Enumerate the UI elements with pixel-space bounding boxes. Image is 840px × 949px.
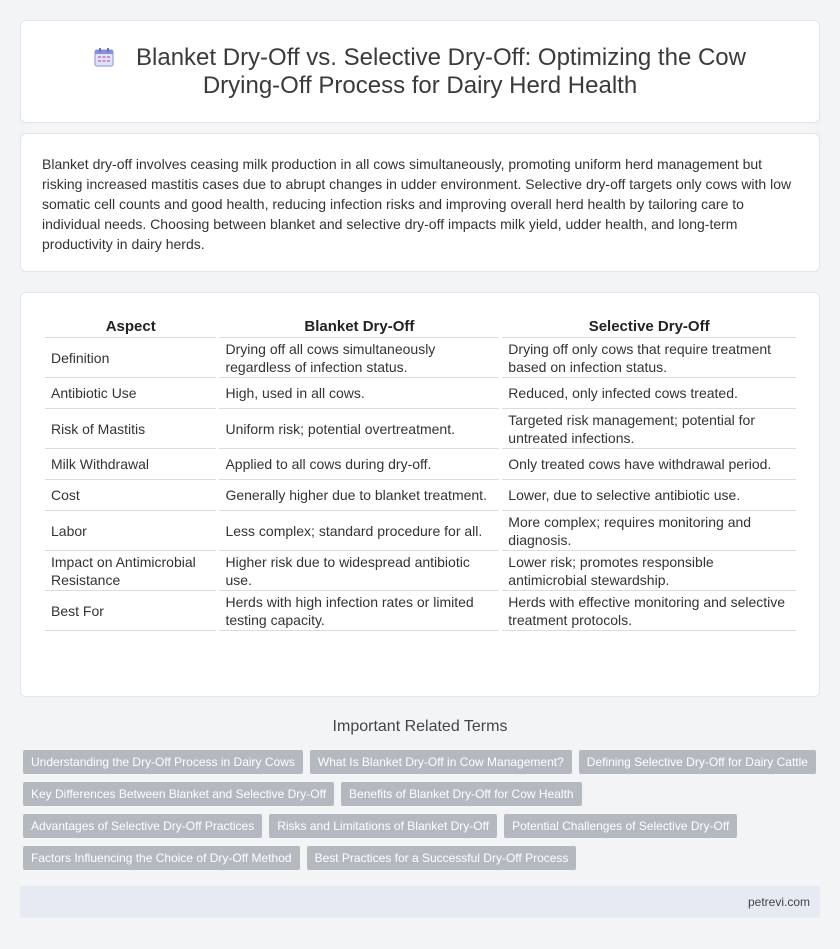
tag-row [23,750,823,774]
tag-row [23,782,823,806]
table-cell: Herds with high infection rates or limited testing capacity. [219,591,499,631]
column-header-aspect: Aspect [45,316,216,338]
related-term-tag[interactable]: Best Practices for a Successful Dry-Off Process [307,846,577,870]
related-term-tag[interactable]: Defining Selective Dry-Off for Dairy Cattle [579,750,816,774]
table-cell: High, used in all cows. [219,378,499,409]
title-card [20,20,820,123]
table-cell: Targeted risk management; potential for untreated infections. [502,409,796,449]
table-row [45,378,796,409]
table-cell: More complex; requires monitoring and diagnosis. [502,511,796,551]
table-cell: Cost [45,480,216,511]
column-header-blanket: Blanket Dry-Off [219,316,499,338]
table-row [45,449,796,480]
tag-row [23,846,823,870]
table-cell: Drying off only cows that require treatment based on infection status. [502,338,796,378]
related-terms-tags [23,750,823,878]
tag-row [23,814,823,838]
table-cell: Lower risk; promotes responsible antimicrobial stewardship. [502,551,796,591]
related-term-tag[interactable]: Risks and Limitations of Blanket Dry-Off [269,814,497,838]
table-cell: Higher risk due to widespread antibiotic use. [219,551,499,591]
comparison-table [42,316,799,631]
table-cell: Labor [45,511,216,551]
table-cell: Generally higher due to blanket treatment. [219,480,499,511]
table-row [45,409,796,449]
table-cell: Impact on Antimicrobial Resistance [45,551,216,591]
comparison-table-card [20,292,820,697]
table-cell: Uniform risk; potential overtreatment. [219,409,499,449]
intro-paragraph: Blanket dry-off involves ceasing milk production in all cows simultaneously, promoting uniform herd management but risking increased mastitis cases due to abrupt changes in udder environment. Selective dry-off targets only cows with low somatic cell counts and good health, reducing infection risks and improving overall herd health by tailoring care to individual needs. Choosing between blanket and selective dry-off impacts milk yield, udder health, and long-term productivity in dairy herds. [42,156,792,252]
table-cell: Less complex; standard procedure for all. [219,511,499,551]
title-wrap [61,21,779,122]
page-title-text: Blanket Dry-Off vs. Selective Dry-Off: Optimizing the Cow Drying-Off Process for Dairy Herd Health [136,43,746,99]
table-cell: Risk of Mastitis [45,409,216,449]
footer-site-link[interactable]: petrevi.com [747,895,810,909]
intro-card [20,133,820,272]
table-header-row [45,316,796,338]
table-cell: Reduced, only infected cows treated. [502,378,796,409]
calendar-icon [94,47,114,67]
table-cell: Drying off all cows simultaneously regardless of infection status. [219,338,499,378]
table-row [45,551,796,591]
related-term-tag[interactable]: Key Differences Between Blanket and Selective Dry-Off [23,782,334,806]
page-title [61,44,779,100]
table-cell: Applied to all cows during dry-off. [219,449,499,480]
related-term-tag[interactable]: Benefits of Blanket Dry-Off for Cow Health [341,782,582,806]
related-terms-heading: Important Related Terms [332,718,508,735]
related-term-tag[interactable]: Advantages of Selective Dry-Off Practices [23,814,262,838]
table-row [45,338,796,378]
table-cell: Antibiotic Use [45,378,216,409]
table-row [45,480,796,511]
table-row [45,511,796,551]
table-cell: Only treated cows have withdrawal period. [502,449,796,480]
table-cell: Herds with effective monitoring and selective treatment protocols. [502,591,796,631]
table-row [45,591,796,631]
table-cell: Lower, due to selective antibiotic use. [502,480,796,511]
related-term-tag[interactable]: Factors Influencing the Choice of Dry-Off Method [23,846,300,870]
table-cell: Milk Withdrawal [45,449,216,480]
related-term-tag[interactable]: Potential Challenges of Selective Dry-Off [504,814,737,838]
related-term-tag[interactable]: What Is Blanket Dry-Off in Cow Management? [310,750,572,774]
table-cell: Definition [45,338,216,378]
related-term-tag[interactable]: Understanding the Dry-Off Process in Dairy Cows [23,750,303,774]
column-header-selective: Selective Dry-Off [502,316,796,338]
table-cell: Best For [45,591,216,631]
footer [20,886,820,918]
